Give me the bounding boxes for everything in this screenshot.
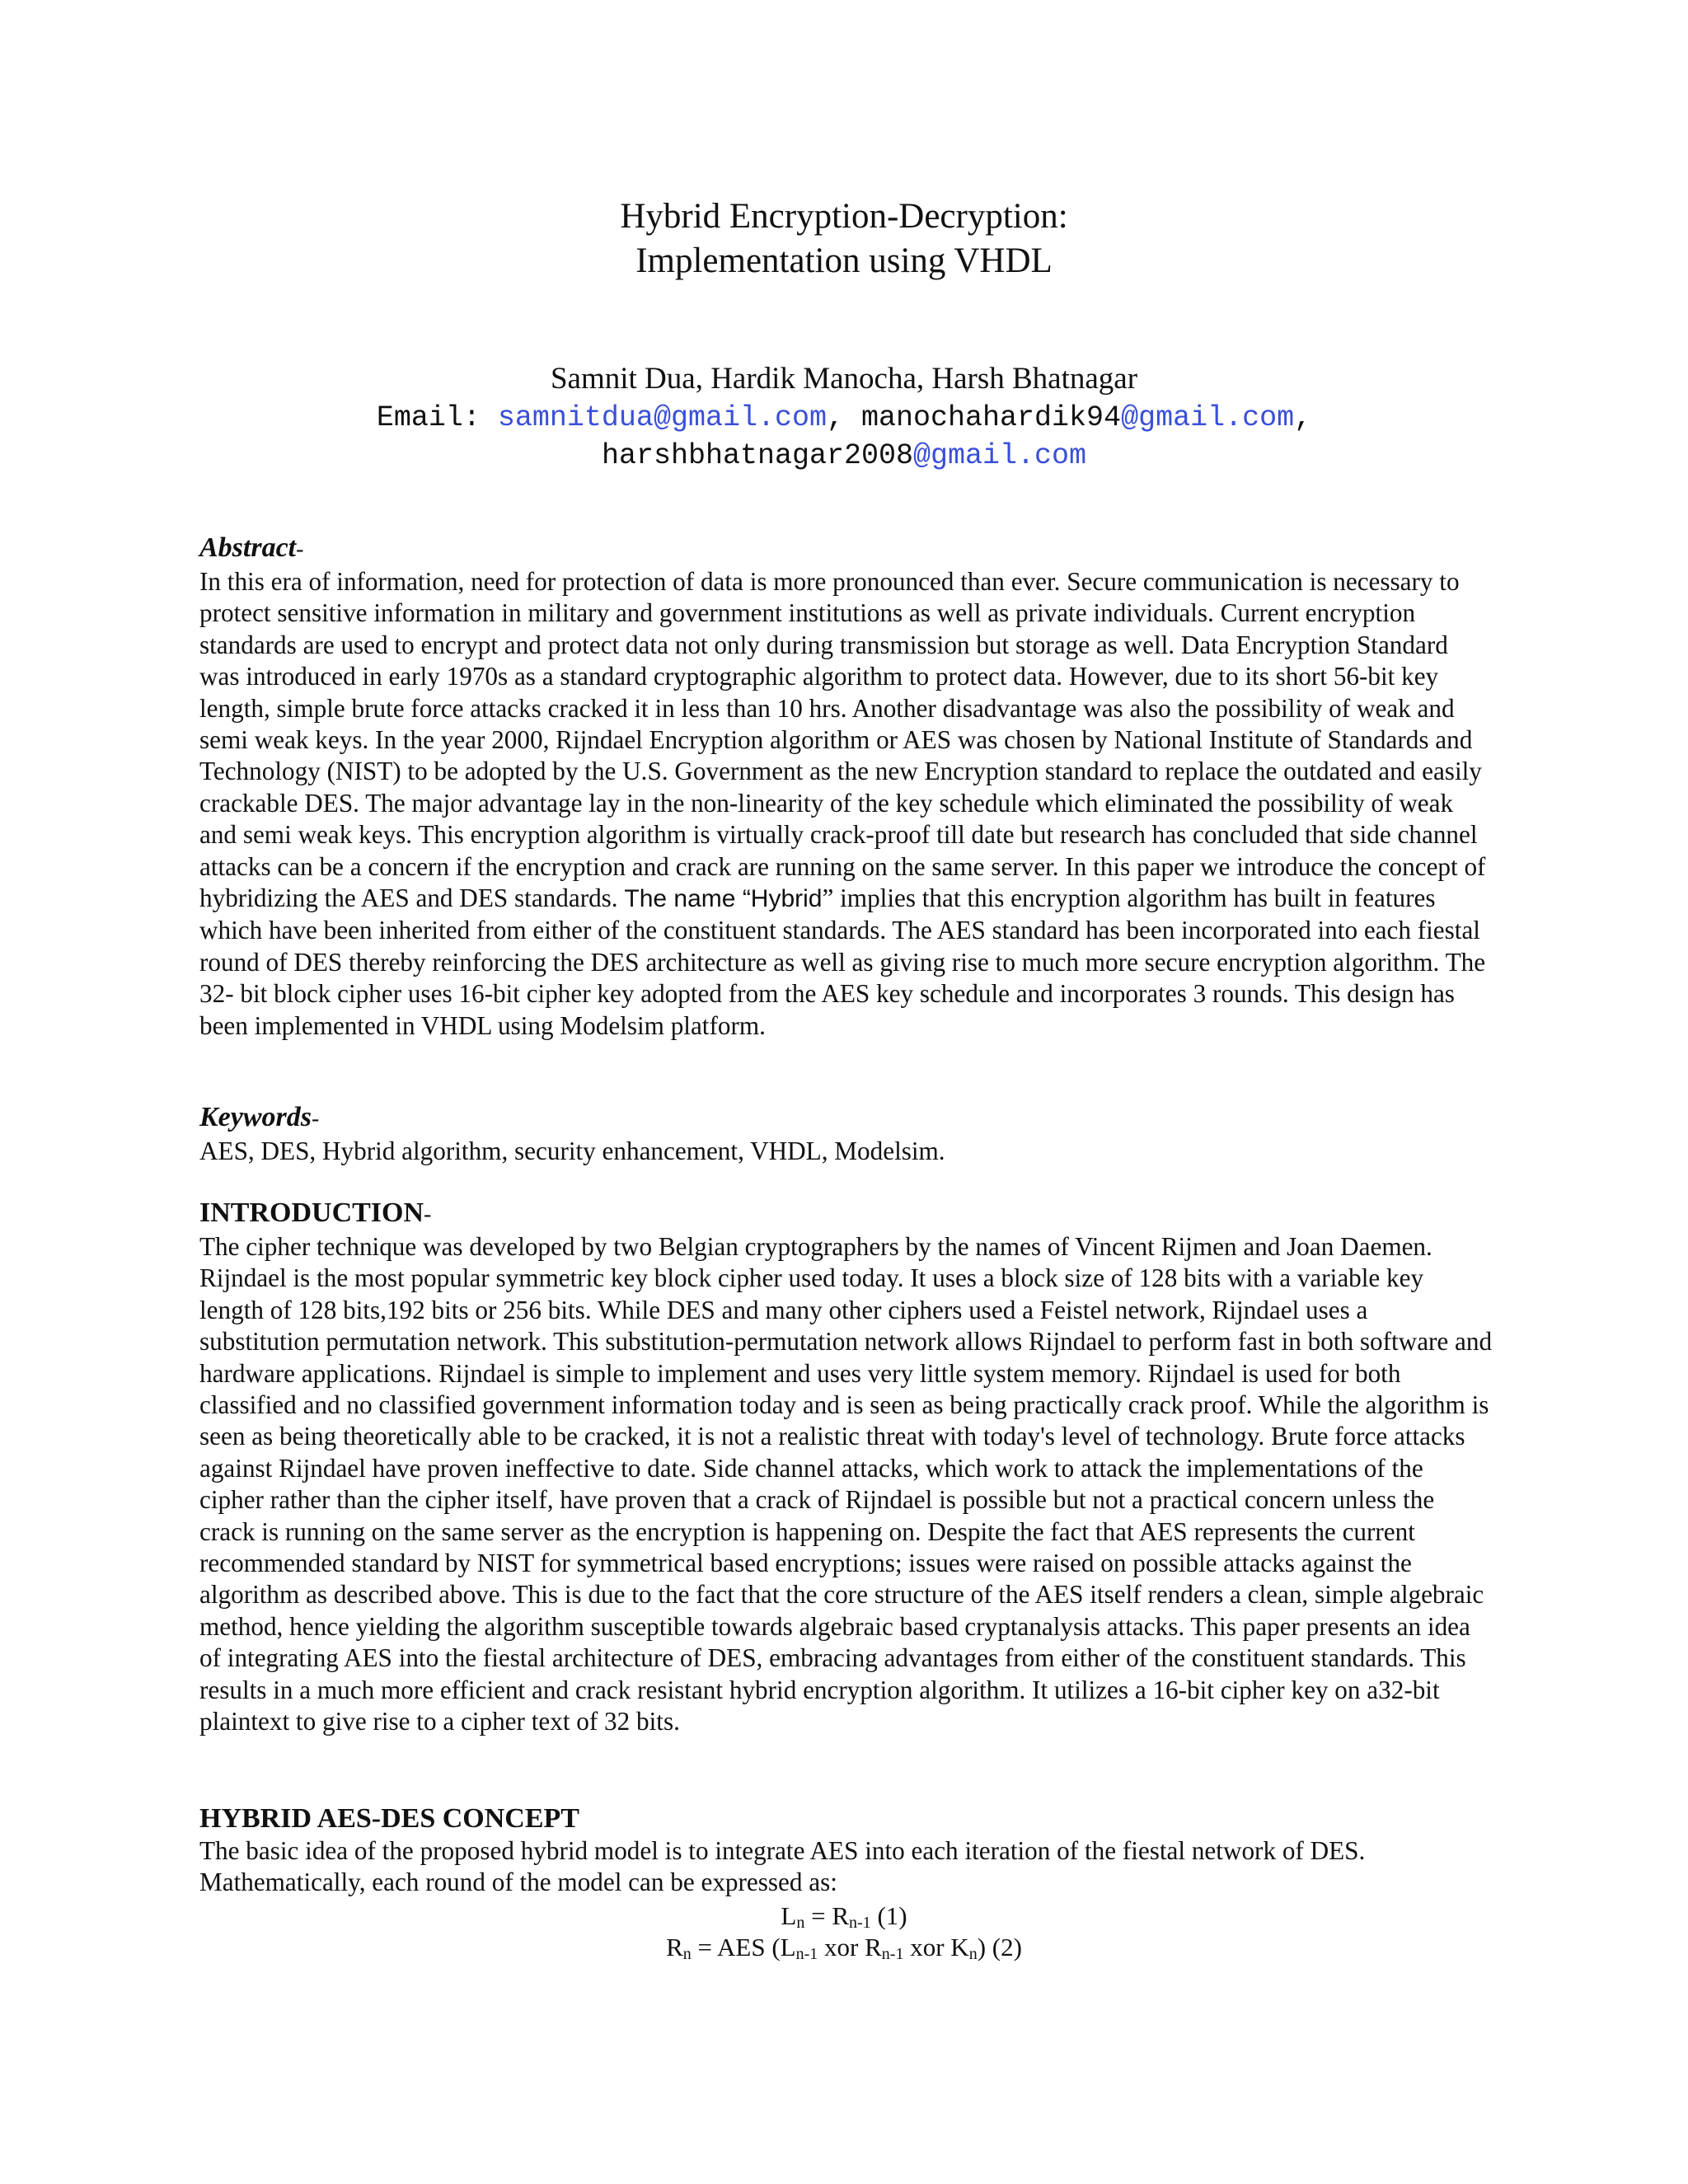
keywords-text: AES, DES, Hybrid algorithm, security enhancement, VHDL, Modelsim. [199, 1137, 945, 1165]
email-line-2 [0, 437, 1688, 475]
equation-2: $R_n$ = AES ($L_{n-1}$ xor $R_{n-1}$ xor $K_n$) (2) [666, 1933, 1022, 1963]
email-separator: , [1294, 401, 1312, 434]
hybrid-concept-section [199, 1802, 1493, 1899]
keywords-section [199, 1101, 1493, 1167]
email-label: Email: [376, 401, 498, 434]
email-line-1 [0, 399, 1688, 437]
hybrid-concept-heading: HYBRID AES-DES CONCEPT [199, 1803, 579, 1834]
email-user-harshbhatnagar: harshbhatnagar2008 [601, 439, 913, 472]
equation-1: $L_n = R_{n-1}$ (1) [781, 1901, 907, 1932]
email-link-samnitdua[interactable]: samnitdua@gmail.com [497, 401, 827, 434]
introduction-heading: INTRODUCTION- [199, 1197, 432, 1228]
title-line-2: Implementation using VHDL [635, 241, 1053, 280]
abstract-heading: Abstract- [199, 532, 304, 563]
author-names: Samnit Dua, Hardik Manocha, Harsh Bhatnagar [550, 362, 1138, 396]
email-link-manochahardik-domain[interactable]: @gmail.com [1121, 401, 1295, 434]
email-separator: , [826, 401, 861, 434]
title-line-1: Hybrid Encryption-Decryption: [620, 197, 1068, 236]
introduction-text: The cipher technique was developed by two Belgian cryptographers by the names of Vincent Rijmen and Joan Daemen. Rijndael is the most popular symmetric key block cipher used today. It uses a block size of 128 bits with a variable key length of 128 bits,192 bits or 256 bits. While DES and many other ciphers used a Feistel network, Rijndael uses a substitution permutation network. This substitution-permutation network allows Rijndael to perform fast in both software and hardware applications. Rijndael is simple to implement and uses very little system memory. Rijndael is used for both classified and no classified government information today and is seen as being practically crack proof. While the algorithm is seen as being theoretically able to be cracked, it is not a realistic threat with today's level of technology. Brute force attacks against Rijndael have proven ineffective to date. Side channel attacks, which work to attack the implementations of the cipher rather than the cipher itself, have proven that a crack of Rijndael is possible but not a practical concern unless the crack is running on the same server as the encryption is happening on. Despite the fact that AES represents the current recommended standard by NIST for symmetrical based encryptions; issues were raised on possible attacks against the algorithm as described above. This is due to the fact that the core structure of the AES itself renders a clean, simple algebraic method, hence yielding the algorithm susceptible towards algebraic based cryptanalysis attacks. This paper presents an idea of integrating AES into the fiestal architecture of DES, embracing advantages from either of the constituent standards. This results in a much more efficient and crack resistant hybrid encryption algorithm. It utilizes a 16-bit cipher key on a32-bit plaintext to give rise to a cipher text of 32 bits. [199, 1232, 1493, 1736]
hybrid-concept-text: The basic idea of the proposed hybrid model is to integrate AES into each iteration of the fiestal network of DES. Mathematically, each round of the model can be expressed as: [199, 1836, 1366, 1897]
paper-title [0, 194, 1688, 284]
keywords-heading: Keywords- [199, 1102, 320, 1132]
author-block [0, 359, 1688, 475]
abstract-section [199, 532, 1493, 1042]
email-link-harshbhatnagar-domain[interactable]: @gmail.com [913, 439, 1087, 472]
abstract-text: In this era of information, need for protection of data is more pronounced than ever. Secure communication is necessary to protect sensitive information in military and government institutions as well as private individuals. Current encryption standards are used to encrypt and protect data not only during transmission but storage as well. Data Encryption Standard was introduced in early 1970s as a standard cryptographic algorithm to protect data. However, due to its short 56-bit key length, simple brute force attacks cracked it in less than 10 hrs. Another disadvantage was also the possibility of weak and semi weak keys. In the year 2000, Rijndael Encryption algorithm or AES was chosen by National Institute of Standards and Technology (NIST) to be adopted by the U.S. Government as the new Encryption standard to replace the outdated and easily crackable DES. The major advantage lay in the non-linearity of the key schedule which eliminated the possibility of weak and semi weak keys. This encryption algorithm is virtually crack-proof till date but research has concluded that side channel attacks can be a concern if the encryption and crack are running on the same server. In this paper we introduce the concept of hybridizing the AES and DES standards. The name “Hybrid” implies that this encryption algorithm has built in features which have been inherited from either of the constituent standards. The AES standard has been incorporated into each fiestal round of DES thereby reinforcing the DES architecture as well as giving rise to much more secure encryption algorithm. The 32- bit block cipher uses 16-bit cipher key adopted from the AES key schedule and incorporates 3 rounds. This design has been implemented in VHDL using Modelsim platform. [199, 567, 1486, 1040]
email-user-manochahardik: manochahardik94 [861, 401, 1122, 434]
introduction-section [199, 1197, 1493, 1738]
